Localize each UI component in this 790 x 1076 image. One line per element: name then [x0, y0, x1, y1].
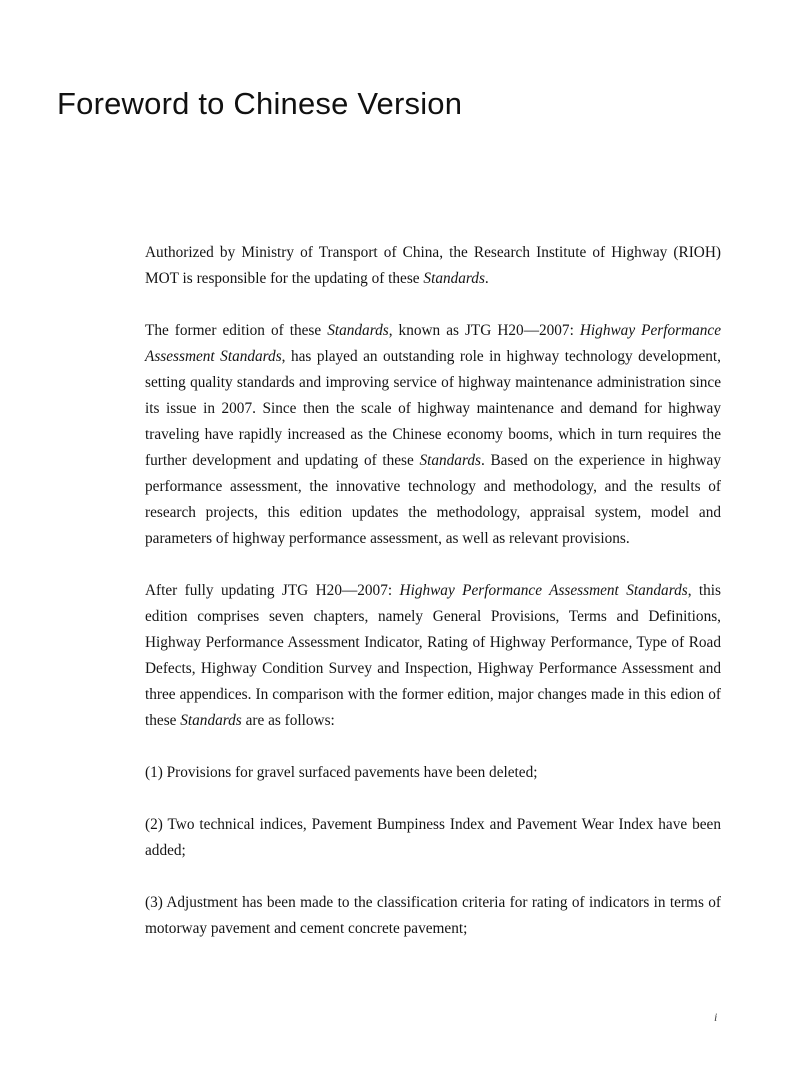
text-segment: are as follows:	[241, 712, 335, 729]
paragraph-authorization	[145, 240, 721, 292]
list-item-change-3	[145, 890, 721, 942]
page-number: i	[714, 1010, 718, 1024]
page-title: Foreword to Chinese Version	[57, 86, 463, 121]
list-item-change-1	[145, 760, 721, 786]
text-segment-italic: Standards	[419, 452, 481, 469]
text-segment: The former edition of these	[145, 322, 328, 339]
text-segment-italic: Standards	[327, 322, 389, 339]
text-segment-italic: Standards	[423, 270, 485, 287]
text-segment-italic: Highway Performance Assessment Standards	[145, 322, 721, 365]
text-segment: , has played an outstanding role in highway technology development, setting quality standards and improving service of highway maintenance administration since its issue in 2007. Since then the scale of highway maintenance and demand for highway traveling have rapidly increased as the Chinese economy booms, which in turn requires the further development and updating of these	[145, 348, 721, 469]
text-segment: (1) Provisions for gravel surfaced pavements have been deleted;	[145, 764, 538, 781]
text-segment: After fully updating JTG H20—2007:	[145, 582, 400, 599]
text-segment: , this edition comprises seven chapters, namely General Provisions, Terms and Definitions, Highway Performance Assessment Indicator, Rating of Highway Performance, Type of Road Defects, Highway Condition Survey and Inspection, Highway Performance Assessment and three appendices. In comparison with the former edition, major changes made in this edion of these	[145, 582, 722, 729]
text-segment: (3) Adjustment has been made to the classification criteria for rating of indicators in terms of motorway pavement and cement concrete pavement;	[145, 894, 721, 937]
text-segment: .	[484, 270, 489, 287]
paragraph-former-edition	[145, 318, 721, 552]
text-segment: . Based on the experience in highway performance assessment, the innovative technology and methodology, and the results of research projects, this edition updates the methodology, appraisal system, model and parameters of highway performance assessment, as well as relevant provisions.	[145, 452, 721, 547]
text-segment: Authorized by Ministry of Transport of China, the Research Institute of Highway (RIOH) MOT is responsible for the updating of these	[145, 244, 721, 287]
text-segment: , known as JTG H20—2007:	[388, 322, 580, 339]
list-item-change-2	[145, 812, 721, 864]
foreword-body	[145, 240, 721, 968]
text-segment: (2) Two technical indices, Pavement Bumpiness Index and Pavement Wear Index have been added;	[145, 816, 721, 859]
text-segment-italic: Standards	[180, 712, 242, 729]
text-segment-italic: Highway Performance Assessment Standards	[399, 582, 688, 599]
paragraph-updates	[145, 578, 721, 734]
